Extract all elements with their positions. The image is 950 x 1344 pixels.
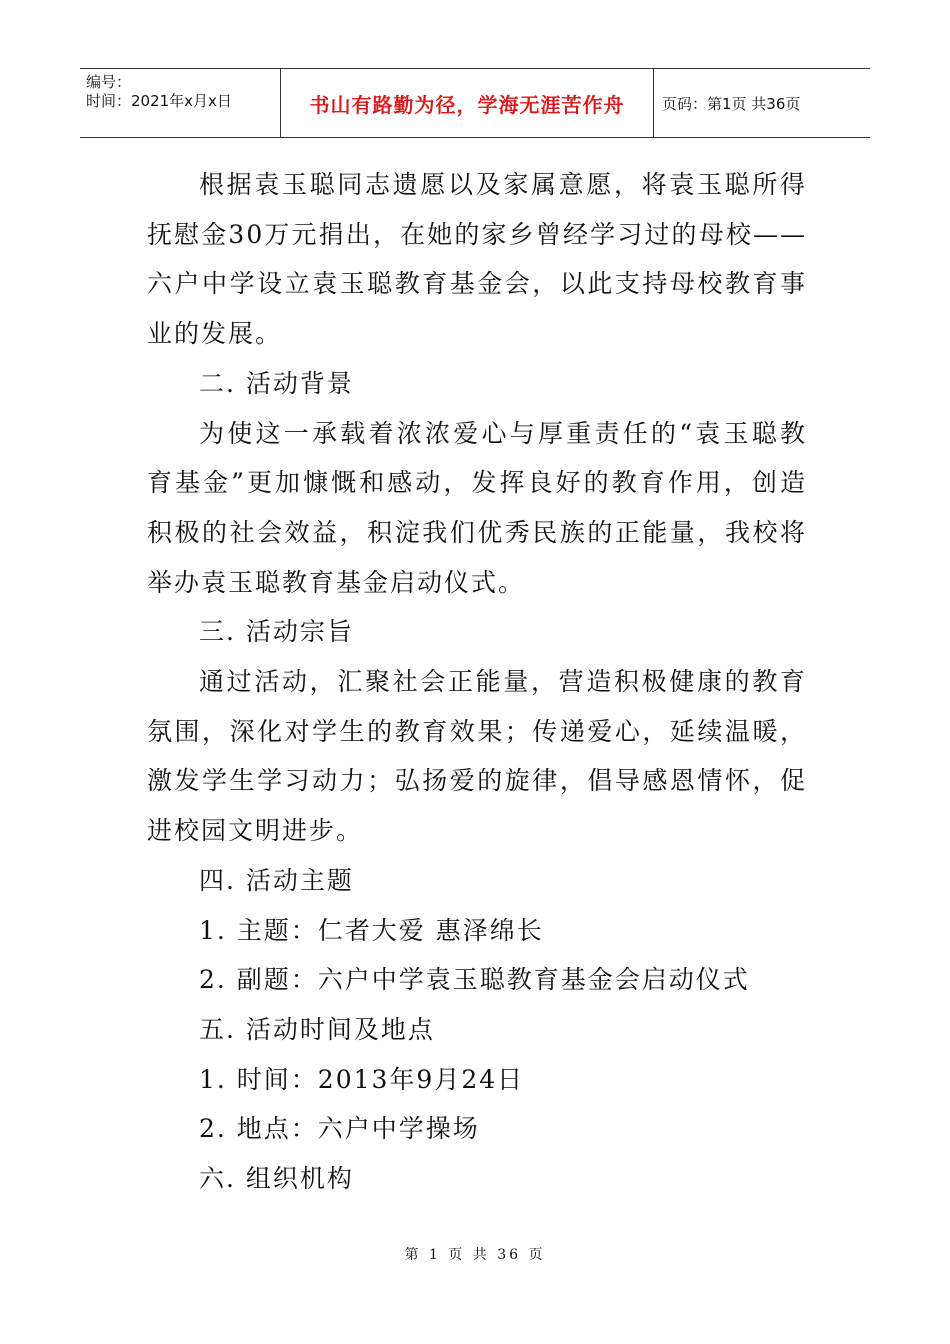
document-date: 时间：2021年x月x日 (86, 92, 232, 110)
section-heading-theme: 四. 活动主题 (199, 865, 354, 895)
document-number: 编号： (86, 73, 132, 91)
section-heading-purpose: 三. 活动宗旨 (199, 617, 354, 647)
header-motto: 书山有路勤为径，学海无涯苦作舟 (281, 69, 654, 137)
document-body (147, 160, 807, 1204)
header-page-info: 页码：第1页 共36页 (662, 94, 801, 113)
section-heading-background: 二. 活动背景 (199, 368, 354, 398)
paragraph-purpose: 通过活动，汇聚社会正能量，营造积极健康的教育氛围，深化对学生的教育效果；传递爱心，延续温暖，激发学生学习动力；弘扬爱的旋律，倡导感恩情怀，促进校园文明进步。 (147, 667, 807, 846)
section-heading-time-place: 五. 活动时间及地点 (199, 1014, 435, 1044)
list-item-time: 1. 时间：2013年9月24日 (199, 1064, 525, 1094)
list-item-subtitle: 2. 副题：六户中学袁玉聪教育基金会启动仪式 (199, 965, 750, 995)
list-item-place: 2. 地点：六户中学操场 (199, 1114, 480, 1144)
header-meta (80, 69, 281, 137)
page-footer: 第 1 页 共 36 页 (404, 1247, 546, 1263)
section-heading-organization: 六. 组织机构 (199, 1164, 354, 1194)
paragraph-background: 为使这一承载着浓浓爱心与厚重责任的“袁玉聪教育基金”更加慷慨和感动，发挥良好的教育作用，创造积极的社会效益，积淀我们优秀民族的正能量，我校将举办袁玉聪教育基金启动仪式。 (147, 418, 807, 597)
paragraph-intro: 根据袁玉聪同志遗愿以及家属意愿，将袁玉聪所得抚慰金30万元捐出，在她的家乡曾经学习过的母校——六户中学设立袁玉聪教育基金会，以此支持母校教育事业的发展。 (147, 170, 807, 349)
page-header (80, 68, 870, 138)
list-item-theme: 1. 主题：仁者大爱 惠泽绵长 (199, 915, 544, 945)
